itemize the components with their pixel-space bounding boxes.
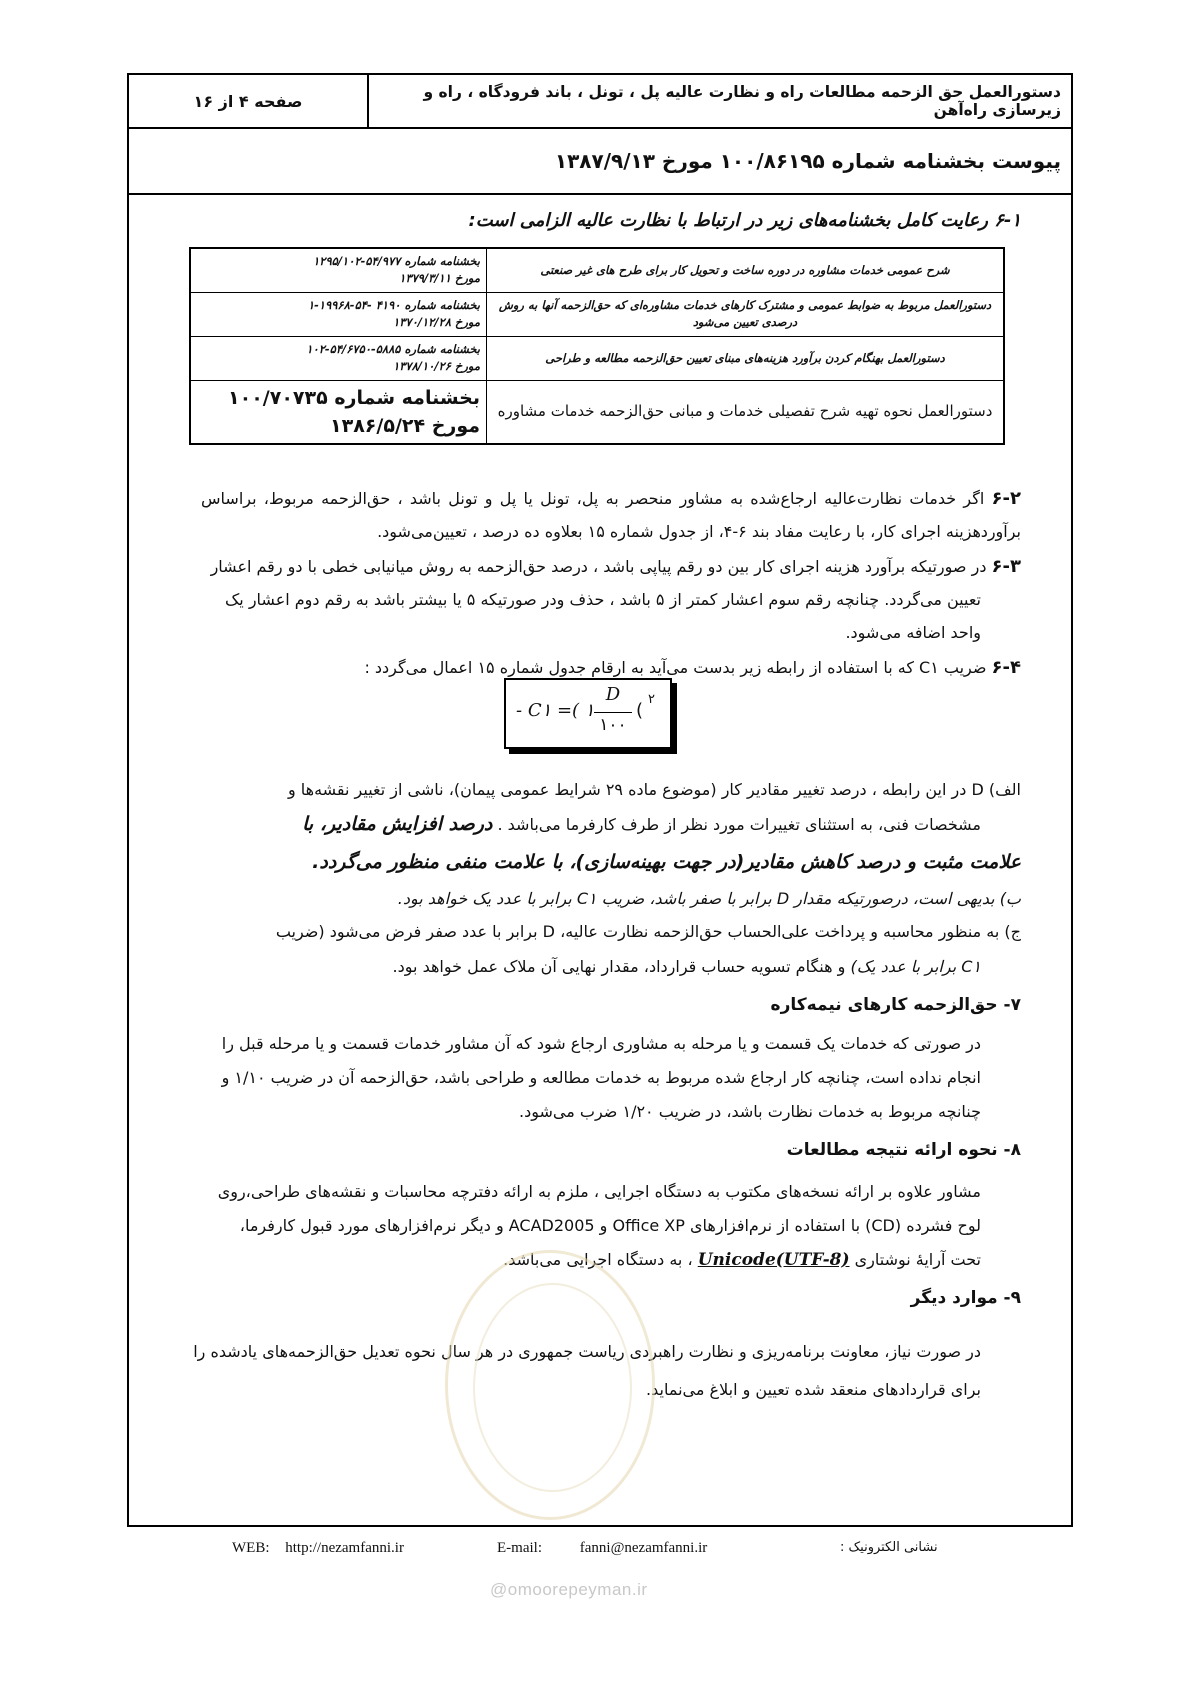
document-title: دستورالعمل حق الزحمه مطالعات راه و نظارت عالیه پل ، تونل ، باند فرودگاه ، راه و زیرسازی راه‌آهن [423, 83, 1061, 119]
web-link[interactable]: http://nezamfanni.ir [285, 1540, 404, 1556]
table-cell-ref [190, 380, 487, 444]
formula-exponent: ۲ [648, 692, 655, 707]
table-cell-ref [190, 248, 487, 292]
paragraph-line: انجام نداده است، چنانچه کار ارجاع شده مربوط به خدمات مطالعه و طراحی باشد، حق‌الزحمه آن در ضریب ۱/۱۰ و [221, 1068, 981, 1087]
section-6-3 [201, 550, 1021, 583]
table-cell-ref [190, 292, 487, 336]
table-row [190, 292, 1004, 336]
clause-b: ب) بدیهی است، درصورتیکه مقدار D برابر با صفر باشد، ضریب C۱ برابر با عدد یک خواهد بود. [397, 889, 1021, 908]
paragraph-text: C۱ برابر با عدد یک) [850, 957, 981, 976]
paragraph-line: در صورتیکه برآورد هزینه اجرای کار بین دو رقم پیاپی باشد ، درصد حق‌الزحمه به روش میانیابی خطی با دو رقم اعشار [210, 557, 987, 576]
ref-date: مورخ ۱۳۸۶/۵/۲۴ [330, 414, 480, 437]
formula-denominator: ۱۰۰ [599, 715, 627, 735]
seal-inner-ring [473, 1283, 632, 1492]
table-row [190, 248, 1004, 292]
fraction-bar [594, 712, 632, 713]
section-6-4 [364, 651, 1021, 684]
footer-email [497, 1540, 707, 1557]
table-cell-desc: دستورالعمل نحوه تهیه شرح تفصیلی خدمات و مبانی حق‌الزحمه خدمات مشاوره [487, 380, 1005, 444]
table-cell-ref [190, 336, 487, 380]
section-6-1-title: ۶-۱ رعایت کامل بخشنامه‌های زیر در ارتباط با نظارت عالیه الزامی است: [468, 210, 1021, 231]
unicode-label: Unicode(UTF-8) [697, 1250, 850, 1270]
paragraph-line: مشاور علاوه بر ارائه نسخه‌های مکتوب به دستگاه اجرایی ، ملزم به ارائه دفترچه محاسبات و نقشه‌های طراحی،روی [217, 1182, 981, 1201]
formula-numerator: D [605, 684, 621, 705]
ref-number: بخشنامه شماره ۴۱۹۰ -۵۴-۱۹۹۶۸-۱ [307, 298, 480, 312]
section-number: ۶-۲ [991, 488, 1021, 509]
ref-number: بخشنامه شماره ۵۸۸۵-۵۴/۶۷۵۰-۱۰۲ [306, 342, 480, 356]
table-cell-desc: دستورالعمل بهنگام کردن برآورد هزینه‌های مبنای تعیین حق‌الزحمه مطالعه و طراحی [487, 336, 1005, 380]
clause-c-line1: ج) به منظور محاسبه و پرداخت علی‌الحساب حق‌الزحمه نظارت عالیه، D برابر با عدد صفر فرض می‌شود (ضریب [275, 922, 1021, 941]
paragraph-text: و هنگام تسویه حساب قرارداد، مقدار نهایی آن ملاک عمل خواهد بود. [392, 957, 846, 976]
formula-lhs: C۱ =( ۱ - [516, 700, 595, 721]
table-row [190, 380, 1004, 444]
clause-a-line1: الف) D در این رابطه ، درصد تغییر مقادیر کار (موضوع ماده ۲۹ شرایط عمومی پیمان)، ناشی از تغییر نقشه‌ها و [287, 780, 1021, 799]
seal-stamp [445, 1250, 655, 1520]
paragraph-line: هزینه اجرای کار، با رعایت مفاد بند ۶-۴، از جدول شماره ۱۵ بعلاوه ده درصد ، تعیین‌می‌شود. [377, 522, 981, 541]
paragraph-line: واحد اضافه می‌شود. [845, 623, 981, 642]
footer-address-label: نشانی الکترونیک : [840, 1540, 938, 1555]
formula-box [504, 678, 672, 749]
ref-number: بخشنامه شماره ۱۰۰/۷۰۷۳۵ [228, 386, 480, 409]
clause-c-line2 [393, 950, 981, 983]
emphasis-text: درصد افزایش مقادیر، با [302, 813, 493, 835]
table-cell-desc: شرح عمومی خدمات مشاوره در دوره ساخت و تحویل کار برای طرح های غیر صنعتی [487, 248, 1005, 292]
section-number: ۶-۴ [991, 657, 1021, 678]
paragraph-line: برای قراردادهای منعقد شده تعیین و ابلاغ می‌نماید. [646, 1380, 981, 1399]
email-label: E-mail: [497, 1540, 542, 1556]
ref-date: مورخ ۱۳۷۸/۱۰/۲۶ [393, 359, 480, 373]
annex-title: پیوست بخشنامه شماره ۱۰۰/۸۶۱۹۵ مورخ ۱۳۸۷/۹/۱۳ [129, 129, 1071, 195]
section-8-title: ۸- نحوه ارائه نتیجه مطالعات [786, 1140, 1021, 1160]
footer-web [232, 1540, 404, 1557]
table-cell-desc: دستورالعمل مربوط به ضوابط عمومی و مشترک کارهای خدمات مشاوره‌ای که حق‌الزحمه آنها به روش درصدی تعیین می‌شود [487, 292, 1005, 336]
table-row [190, 336, 1004, 380]
section-number: ۶-۳ [991, 556, 1021, 577]
email-link[interactable]: fanni@nezamfanni.ir [579, 1540, 708, 1556]
paragraph-line: ضریب C۱ که با استفاده از رابطه زیر بدست می‌آید به ارقام جدول شماره ۱۵ اعمال می‌گردد : [364, 658, 987, 677]
ref-number: بخشنامه شماره ۵۴/۹۷۷-۱۲۹۵/۱۰۲ [313, 254, 480, 269]
section-7-title: ۷- حق‌الزحمه کارهای نیمه‌کاره [770, 995, 1021, 1015]
formula-rhs: ) [636, 700, 644, 721]
paragraph-line: لوح فشرده (CD) با استفاده از نرم‌افزارهای Office XP و ACAD2005 و دیگر نرم‌افزارهای مورد قبول کارفرما، [239, 1216, 981, 1235]
paragraph-line: در صورتی که خدمات یک قسمت و یا مرحله به مشاوری ارجاع شود که آن مشاور خدمات قسمت و یا مرحله قبل را [221, 1034, 981, 1053]
watermark-text: @omoorepeyman.ir [490, 1580, 648, 1599]
paragraph-line: اگر خدمات نظارت‌عالیه ارجاع‌شده به مشاور منحصر به پل، تونل یا پل و تونل باشد ، حق‌الزحمه مربوط، براساس برآورد [201, 489, 1021, 541]
ref-date: مورخ ۱۳۷۹/۳/۱۱ [399, 271, 480, 286]
web-label: WEB: [232, 1540, 270, 1556]
paragraph-line: تعیین می‌گردد. چنانچه رقم سوم اعشار کمتر از ۵ باشد ، حذف ودر صورتیکه ۵ یا بیشتر باشد به رقم دوم اعشار یک [224, 590, 981, 609]
paragraph-text: مشخصات فنی، به استثنای تغییرات مورد نظر از طرف کارفرما می‌باشد . [497, 815, 981, 834]
paragraph-text: تحت آرایهٔ نوشتاری [854, 1250, 981, 1269]
paragraph-line: چنانچه مربوط به خدمات نظارت باشد، در ضریب ۱/۲۰ ضرب می‌شود. [519, 1102, 981, 1121]
ref-date: مورخ ۱۳۷۰/۱۲/۲۸ [393, 315, 480, 329]
clause-a-line3: علامت مثبت و درصد کاهش مقادیر(در جهت بهینه‌سازی)، با علامت منفی منظور می‌گردد. [312, 851, 1021, 873]
section-9-title: ۹- موارد دیگر [910, 1288, 1021, 1308]
paragraph-text: ، به دستگاه اجرایی می‌باشد. [503, 1250, 693, 1269]
header-row [129, 75, 1071, 129]
clause-a-line2 [191, 808, 981, 841]
paragraph-line: در صورت نیاز، معاونت برنامه‌ریزی و نظارت راهبردی ریاست جمهوری در هر سال نحوه تعدیل حق‌الزحمه‌های یادشده را [193, 1342, 981, 1361]
page-number: صفحه ۴ از ۱۶ [129, 75, 369, 127]
circulars-table [189, 247, 1005, 445]
